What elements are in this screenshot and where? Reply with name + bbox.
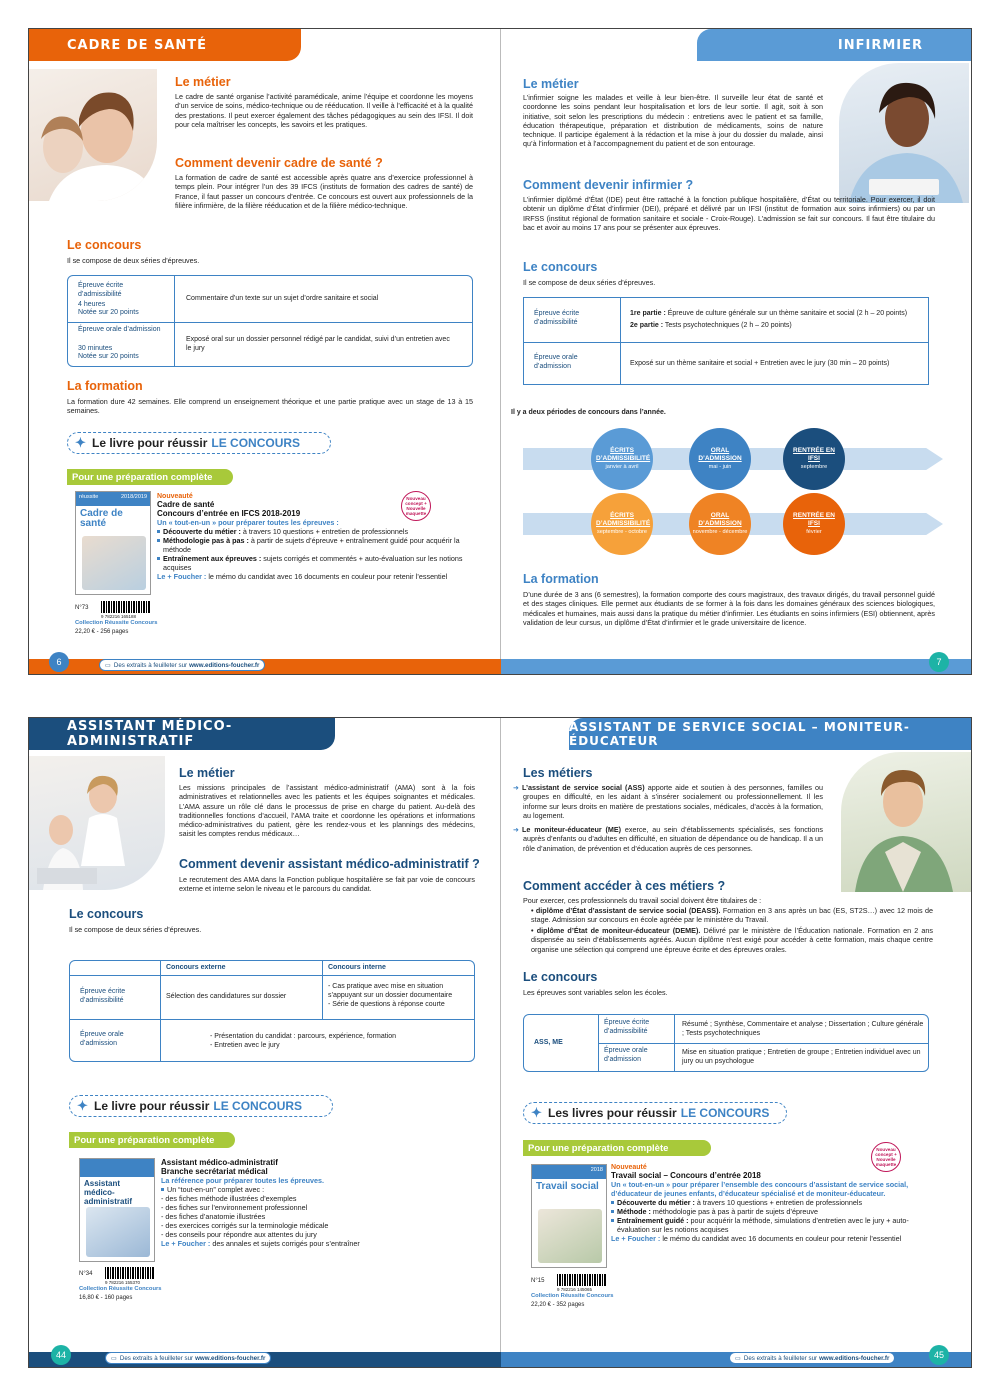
collection: Collection Réussite Concours: [531, 1293, 614, 1299]
page-title: ASSISTANT MÉDICO-ADMINISTRATIF: [29, 718, 335, 750]
concours-intro: Les épreuves sont variables selon les écoles.: [523, 988, 668, 997]
devenir-heading: Comment devenir cadre de santé ?: [175, 156, 383, 170]
row2-label: Épreuve orale d’admission: [78, 326, 161, 333]
metier-text: L’infirmier soigne les malades et veille à leur bien-être. Il surveille leur état de santé et coordonne les soins pendant leur hospitalisation et lors de leur sortie. Il agit, soit à son initiative, soit selon les prescriptions du médecin : entretiens avec le patient et sa famille, éducation thérapeutique, préparation et distribution de médicaments, soins de nature technique. Il participe également à la rédaction et la mise à jour du dossier du malade, ainsi qu’à l’information et à l’accompagnement du patient et de son entourage.: [523, 93, 823, 149]
spread-ama-social: [28, 717, 972, 1368]
collection: Collection Réussite Concours: [75, 620, 158, 626]
row2-label: Épreuve orale d’admission: [80, 1031, 124, 1047]
page-number: 45: [929, 1345, 949, 1365]
barcode: [557, 1274, 607, 1286]
row1-label: Épreuve écrite d’admissibilité: [604, 1019, 650, 1035]
book-cover[interactable]: Assistant médico-administratif: [79, 1158, 155, 1262]
concours-heading: Le concours: [69, 907, 144, 921]
row1-label: Épreuve écrite d’admissibilité: [534, 310, 580, 326]
metier-text: Les missions principales de l’assistant médico-administratif (AMA) sont à la fois administratives et relationnelles avec les patients et les équipes soignantes et médicales. L’AMA assure un rôle clé dans le processus de prise en charge du patient. Au-delà des traditionnelles fonctions d’accueil, l’AMA traite et coordonne les opérations et informations médico-administratives du patient, gère les rendez-vous et les plannings des médecins, saisit les comptes rendus médicaux…: [179, 783, 475, 839]
step-rentree-2: RENTRÉE EN IFSI février: [783, 493, 845, 555]
concours-heading: Le concours: [523, 970, 598, 984]
page-number: 44: [51, 1345, 71, 1365]
nurse-photo: [29, 69, 157, 201]
row2-duration: 30 minutes: [78, 345, 113, 352]
educator-illustration-icon: [841, 752, 971, 892]
formation-heading: La formation: [67, 379, 143, 393]
price: 22,20 € - 256 pages: [75, 629, 129, 635]
page-6: [29, 29, 501, 674]
col-interne: Concours interne: [328, 964, 386, 971]
star-icon: ✦: [77, 1098, 88, 1113]
me-text: ➜ Le moniteur-éducateur (ME) exerce, au sein d’établissements spécialisés, ses fonctions auprès d’enfants ou d’adultes en difficulté, en situation de dépendance ou de handicap. Il a un rôle d’animation, de prévention et d’éducation auprès de ces personnes.: [513, 825, 823, 853]
row1-desc: Résumé ; Synthèse, Commentaire et analyse ; Dissertation ; Culture générale ; Tests psychotechniques: [682, 1021, 924, 1037]
row2-desc-b: - Entretien avec le jury: [210, 1042, 280, 1049]
page-title: CADRE DE SANTÉ: [29, 29, 301, 61]
acceder-intro: Pour exercer, ces professionnels du travail social doivent être titulaires de :: [523, 896, 762, 905]
concours-table: [523, 1014, 929, 1072]
concours-heading: Le concours: [67, 238, 142, 252]
extracts-link[interactable]: ▭ Des extraits à feuilleter sur www.editions-foucher.fr: [729, 1352, 895, 1364]
prep-banner: Pour une préparation complète: [69, 1132, 235, 1148]
footer-bar: [501, 659, 972, 674]
book-description: Nouveauté Travail social – Concours d’entrée 2018 Un « tout-en-un » pour préparer l’ensemble des concours d’assistant de service social, d’éducateur de jeunes enfants, d’éducateur spécialisé et de moniteur-éducateur. Découverte du métier : à travers 10 questions + entretien de professionnels Méthode : méthodologie pas à pas à partir de sujets d’épreuve Entraînement guidé : pour acquérir la méthode, simulations d’entretien avec le jury + auto-évaluation sur les notions acquises Le + Foucher : le mémo du candidat avec 16 documents en couleur pour retenir l’essentiel: [611, 1164, 937, 1243]
metier-text: Le cadre de santé organise l’activité paramédicale, anime l’équipe et coordonne les moyens d’un service de soins, médico-technique ou de rééducation. Il veille à l’efficacité et à la qualité des prestations. Il peut exercer également des tâches pédagogiques au sein des IFSI. Il doit pour cela maîtriser les concepts, les savoirs et les pratiques.: [175, 92, 473, 129]
extracts-link[interactable]: ▭ Des extraits à feuilleter sur www.editions-foucher.fr: [105, 1352, 271, 1364]
star-icon: ✦: [75, 435, 86, 450]
metier-heading: Le métier: [175, 75, 231, 89]
row1-label: Épreuve écrite d’admissibilité: [80, 988, 126, 1004]
prep-banner: Pour une préparation complète: [67, 469, 233, 485]
step-ecrits-2: ÉCRITS D’ADMISSIBILITÉ septembre - octobre: [591, 493, 653, 555]
book-number: N°34: [79, 1271, 93, 1277]
table-label: ASS, ME: [534, 1039, 563, 1046]
page-title: ASSISTANT DE SERVICE SOCIAL – MONITEUR-ÉDUCATEUR: [569, 718, 972, 750]
formation-text: La formation dure 42 semaines. Elle comprend un enseignement théorique et une partie pratique avec un stage de 13 à 15 semaines.: [67, 397, 473, 416]
acceder-heading: Comment accéder à ces métiers ?: [523, 879, 726, 893]
book-number: N°15: [531, 1278, 545, 1284]
page-number: 6: [49, 652, 69, 672]
isbn: 9 782216 145065: [557, 1287, 593, 1292]
book-icon: ▭: [111, 1354, 117, 1362]
row1-desc: Commentaire d’un texte sur un sujet d’ordre sanitaire et social: [186, 295, 379, 302]
book-cover[interactable]: réussite 2018/2019 Cadre de santé: [75, 491, 151, 595]
page-45: [501, 718, 972, 1367]
nurse-illustration-icon: [839, 63, 969, 203]
staff-illustration-icon: [29, 756, 165, 890]
book-description: Assistant médico-administratif Branche secrétariat médical La référence pour préparer toutes les épreuves. Un “tout-en-un” complet avec : - des fiches méthode illustrées d’exemples - des fiches sur l’environnement professionnel - des fiches d’anatomie illustrées - des exercices corrigés sur la terminologie médicale - des conseils pour répondre aux attentes du jury Le + Foucher : des annales et sujets corrigés pour s’entraîner: [161, 1158, 461, 1248]
new-concept-badge: Nouveau concept + Nouvelle maquette: [871, 1142, 901, 1172]
nurse-illustration-icon: [29, 69, 157, 201]
row2-label: Épreuve orale d’admission: [534, 354, 578, 370]
devenir-text: La formation de cadre de santé est accessible après quatre ans d’exercice professionnel à temps plein. Pour intégrer l’un des 39 IFCS (instituts de formation des cadres de santé) de France, il faut passer un concours d’entrée. Ce concours est ouvert aux professionnels de la filière infirmière, de la filière rééducation et de la filière médico-technique.: [175, 173, 473, 210]
price: 22,20 € - 352 pages: [531, 1302, 585, 1308]
concours-table: [69, 960, 475, 1062]
row1-interne-b: - Série de questions à réponse courte: [328, 1001, 445, 1008]
metier-heading: Le métier: [179, 766, 235, 780]
concours-table: [67, 275, 473, 367]
col-externe: Concours externe: [166, 964, 226, 971]
devenir-heading: Comment devenir assistant médico-administratif ?: [179, 857, 480, 871]
concours-heading: Le concours: [523, 260, 598, 274]
metiers-heading: Les métiers: [523, 766, 593, 780]
new-concept-badge: Nouveau concept + Nouvelle maquette: [401, 491, 431, 521]
row1-interne-a: - Cas pratique avec mise en situation s’appuyant sur un dossier documentaire: [328, 983, 453, 999]
formation-heading: La formation: [523, 572, 599, 586]
nurse-photo: [839, 63, 969, 203]
concours-intro: Il se compose de deux séries d’épreuves.: [67, 256, 200, 265]
educator-photo: [841, 752, 971, 892]
step-rentree-1: RENTRÉE EN IFSI septembre: [783, 428, 845, 490]
barcode: [105, 1267, 155, 1279]
row2-label: Épreuve orale d’admission: [604, 1047, 648, 1063]
book-heading: ✦ Le livre pour réussir LE CONCOURS: [67, 432, 331, 454]
book-heading: ✦ Les livres pour réussir LE CONCOURS: [523, 1102, 787, 1124]
row2-desc-a: - Présentation du candidat : parcours, expérience, formation: [210, 1033, 396, 1040]
row1-points: Notée sur 20 points: [78, 309, 139, 316]
book-icon: ▭: [735, 1354, 741, 1362]
row2-desc: Exposé oral sur un dossier personnel rédigé par le candidat, suivi d’un entretien avec le jury: [186, 336, 450, 352]
devenir-text: Le recrutement des AMA dans la Fonction publique hospitalière se fait par voie de concours externe et interne selon le niveau et le parcours du candidat.: [179, 875, 475, 894]
spread-cadre-infirmier: [28, 28, 972, 675]
periods-note: Il y a deux périodes de concours dans l’année.: [511, 409, 666, 416]
concours-intro: Il se compose de deux séries d’épreuves.: [69, 925, 202, 934]
book-icon: ▭: [105, 661, 111, 669]
step-oral-1: ORAL D’ADMISSION mai - juin: [689, 428, 751, 490]
arrow-right-icon: ➜: [513, 783, 520, 792]
prep-banner: Pour une préparation complète: [523, 1140, 711, 1156]
book-cover[interactable]: 2018 Travail social: [531, 1164, 607, 1268]
row2-desc: Mise en situation pratique ; Entretien de groupe ; Entretien individuel avec un jury ou un psychologue: [682, 1049, 921, 1065]
arrow-right-icon: ➜: [513, 825, 520, 834]
star-icon: ✦: [531, 1105, 542, 1120]
collection: Collection Réussite Concours: [79, 1286, 162, 1292]
staff-photo: [29, 756, 165, 890]
price: 16,80 € - 160 pages: [79, 1295, 133, 1301]
book-description: Nouveauté Cadre de santé Concours d’entrée en IFCS 2018-2019 Un « tout-en-un » pour préparer toutes les épreuves : Découverte du métier : à travers 10 questions + entretien de professionnels Méthodologie pas à pas : à partir de sujets d’épreuve + entraînement guidé pour acquérir la méthode Entraînement aux épreuves : sujets corrigés et commentés + auto-évaluation sur les notions acquises Le + Foucher : le mémo du candidat avec 16 documents en couleur pour retenir l’essentiel: [157, 493, 463, 581]
book-heading: ✦ Le livre pour réussir LE CONCOURS: [69, 1095, 333, 1117]
row1-label: Épreuve écrite d’admissibilité: [78, 282, 124, 298]
formation-text: D’une durée de 3 ans (6 semestres), la formation comporte des cours magistraux, des travaux dirigés, du travail personnel guidé et des stages cliniques. Elle permet aux étudiants de se former à la fois dans les domaines généraux des sciences biologiques, médicales et humaines, mais aussi dans la pratique du métier d’infirmier. Les étudiants en soins infirmiers (ESI) obtiennent, après validation de leur cursus, un diplôme d’État d’infirmier et le grade universitaire de licence.: [523, 590, 935, 627]
barcode: [101, 601, 151, 613]
row2-points: Notée sur 20 points: [78, 353, 139, 360]
isbn: 9 782216 155370: [105, 1280, 141, 1285]
page-7: [501, 29, 972, 674]
isbn: 9 782216 165188: [101, 614, 137, 619]
row2-desc: Exposé sur un thème sanitaire et social + Entretien avec le jury (30 min – 20 points): [630, 360, 890, 367]
devenir-text: L’infirmier diplômé d’État (IDE) peut être rattaché à la fonction publique hospitalière, d’État ou territoriale. Pour exercer, il doit obtenir un diplôme d’État d’infirmier (DEI), préparé et délivré par un IFSI (institut de formation aux soins infirmiers) ou par un IRFSS (institut régional de formation sanitaire et sociale - Croix-Rouge). L’admission se fait sur concours. Il faut être titulaire du bac et avoir au moins 17 ans pour se présenter aux épreuves.: [523, 195, 935, 232]
concours-intro: Il se compose de deux séries d’épreuves.: [523, 278, 656, 287]
deme-text: • diplôme d’État de moniteur-éducateur (DEME). Délivré par le ministère de l’Éducation nationale. Formation en 2 ans dispensée au sein d’établissements agréés. Aucun diplôme n’est exigé pour accéder à cette formation, mais chaque centre organise une sélection qui comprend une épreuve écrite et des épreuves orales.: [531, 926, 934, 954]
row1-externe: Sélection des candidatures sur dossier: [166, 993, 287, 1000]
step-oral-2: ORAL D’ADMISSION novembre - décembre: [689, 493, 751, 555]
step-ecrits-1: ÉCRITS D’ADMISSIBILITÉ janvier à avril: [591, 428, 653, 490]
page-title: INFIRMIER: [697, 29, 972, 61]
deass-text: • diplôme d’État d’assistant de service social (DEASS). Formation en 3 ans après un bac (ES, ST2S…) avec 12 mois de stage. Admission sur concours en école agréée par le ministère du Travail.: [531, 906, 933, 925]
row1-duration: 4 heures: [78, 301, 106, 308]
page-number: 7: [929, 652, 949, 672]
concours-table: Épreuve écrite d’admissibilité 1re partie : Épreuve de culture générale sur un thème sanitaire et social (2 h – 20 points) 2e partie : Tests psychotechniques (2 h – 20 points) Épreuve orale d’admission Exposé sur un thème sanitaire et social + Entretien avec le jury (30 min – 20 points): [523, 297, 929, 385]
page-44: [29, 718, 501, 1367]
ass-text: ➜ L’assistant de service social (ASS) apporte aide et soutien à des personnes, familles ou groupes en difficulté, en les aidant à s’insérer socialement ou professionnellement. Il les informe sur leurs droits en matière de prestations sociales, médicales, d’accès à la formation, au logement.: [513, 783, 823, 820]
devenir-heading: Comment devenir infirmier ?: [523, 178, 694, 192]
metier-heading: Le métier: [523, 77, 579, 91]
extracts-link[interactable]: ▭ Des extraits à feuilleter sur www.editions-foucher.fr: [99, 659, 265, 671]
book-number: N°73: [75, 605, 89, 611]
